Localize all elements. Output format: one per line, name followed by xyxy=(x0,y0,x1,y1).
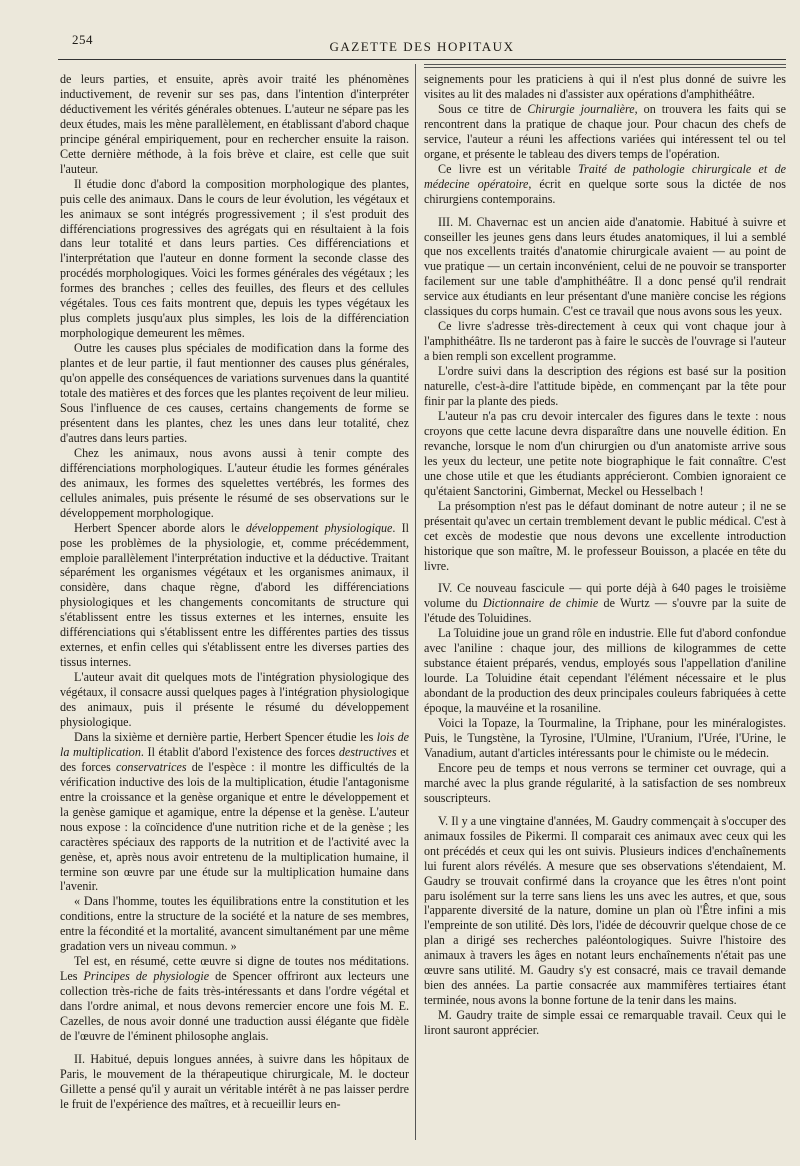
paragraph: L'ordre suivi dans la description des régions est basé sur la position naturelle, c'est-à-dire l'attitude bipède, en commençant par la tête pour finir par la plante des pieds. xyxy=(424,364,786,409)
title-italic: Chirurgie journalière, xyxy=(527,101,638,116)
section-paragraph-ii: II. Habitué, depuis longues années, à suivre dans les hôpitaux de Paris, le mouvement de la thérapeutique chirurgicale, M. le docteur Gillette a pensé qu'il y aurait un véritable intérêt à ne pas laisser perdre le fruit de l'expérience des maîtres, et à recueillir leurs en- xyxy=(60,1051,409,1111)
term-italic: conservatrices xyxy=(116,759,187,774)
section-paragraph-iv: IV. Ce nouveau fascicule — qui porte déjà à 640 pages le troisième volume du Dictionnaire de chimie de Wurtz — s'ouvre par la suite de l'étude des Toluidines. xyxy=(424,581,786,626)
paragraph: Encore peu de temps et nous verrons se terminer cet ouvrage, qui a marché avec la plus grande régularité, à la satisfaction de ses nombreux souscripteurs. xyxy=(424,760,786,805)
paragraph: Dans la sixième et dernière partie, Herbert Spencer étudie les lois de la multiplication. Il établit d'abord l'existence des forces destructives et des forces conservatrices de l'espèce : il montre les difficultés de la vérification inductive des lois de la multiplication, étudie l'antagonisme entre la croissance et la genèse organique et entre le développement et la genèse gamique et agamique, entre la dépense et la genèse. L'auteur nous expose : la coïncidence d'une nutrition riche et de la genèse ; les caractères spéciaux des rapports de la nutrition et de l'activité avec la genèse, et, après nous avoir entretenu de la multiplication humaine, il termine son œuvre par une étude sur la multiplication humaine dans l'avenir. xyxy=(60,729,409,894)
paragraph: de leurs parties, et ensuite, après avoir traité les phénomènes inductivement, de revenir sur ses pas, dans l'intention d'interpréter déductivement les vérités générales obtenues. L'auteur ne sépare pas les deux études, mais les mène parallèlement, en établissant d'abord chaque principe général empiriquement, pour en rechercher ensuite la raison. Cette dernière méthode, à la fois brève et claire, est celle que suit l'auteur. xyxy=(60,72,409,176)
quotation-paragraph: « Dans l'homme, toutes les équilibrations entre la constitution et les conditions, entre la structure de la société et la nature de ses membres, entre la fécondité et la mortalité, avancent simultanément par une même gradation vers un niveau commun. » xyxy=(60,894,409,954)
term-italic: destructives xyxy=(338,744,397,759)
term-italic: lois de la multiplication xyxy=(60,729,409,759)
page-number: 254 xyxy=(72,32,93,47)
paragraph: Chez les animaux, nous avons aussi à tenir compte des différenciations morphologiques. L'auteur étudie les formes générales des animaux, les formes des squelettes vertébrés, les formes des cellules animales, puis présente le résumé de ses observations sur le développement morphologique. xyxy=(60,445,409,520)
header-rule xyxy=(58,59,786,60)
right-column-top-rule-double xyxy=(424,67,786,68)
running-title: GAZETTE DES HOPITAUX xyxy=(329,39,515,54)
paragraph: Herbert Spencer aborde alors le développement physiologique. Il pose les problèmes de la physiologie, et, comme précédemment, emploie parallèlement l'interprétation inductive et la déductive. Traitant séparément les organismes végétaux et les organismes animaux, il considère, dans chaque règne, d'abord les différenciations physiologiques et les changements concomitants de structure qui s'établissent entre les tissus externes et les internes, ensuite les différenciations qui s'établissent entre les différentes parties des tissus externes, et enfin celles qui s'établissent entre les diverses parties des tissus internes. xyxy=(60,520,409,670)
title-italic: Dictionnaire de chimie xyxy=(482,596,599,611)
paragraph: seignements pour les praticiens à qui il n'est plus donné de suivre les visites au lit des malades ni d'assister aux opérations d'amphithéâtre. xyxy=(424,72,786,101)
section-paragraph-v: V. Il y a une vingtaine d'années, M. Gaudry commençait à s'occuper des animaux fossiles de Pikermi. Il comparait ces animaux avec ceux qui les ont précédés et ceux qui les ont suivis. Plusieurs indices d'enchaînements lui furent alors révélés. A mesure que ses observations s'étendaient, M. Gaudry se trouvait confirmé dans la croyance que les êtres n'ont point paru isolément sur la terre sans liens les uns avec les autres, et que, sous l'apparente diversité de la nature, domine un plan où l'Être infini a mis l'empreinte de son utilité. Dès lors, l'idée de découvrir quelque chose de ce plan a dirigé ses recherches paléontologiques. Suivre l'histoire des animaux à travers les âges en notant leurs enchaînements n'était pas une œuvre sans utilité. M. Gaudry s'y est consacré, mais ce travail demande bien des années. La partie consacrée aux mammifères tertiaires étant terminée, nous avons la bonne fortune de la tenir dans les mains. xyxy=(424,813,786,1008)
paragraph: M. Gaudry traite de simple essai ce remarquable travail. Ceux qui le liront sauront apprécier. xyxy=(424,1008,786,1038)
title-italic: Traité de pathologie chirurgicale et de médecine opératoire xyxy=(424,161,786,191)
column-divider xyxy=(415,64,416,1140)
right-column-top-rule xyxy=(424,64,786,65)
paragraph: Sous ce titre de Chirurgie journalière, on trouvera les faits qui se rencontrent dans la pratique de chaque jour. Pour chacun des chefs de service, l'auteur a réuni les affections variées qui intéressent tel ou tel organe, et présente le tableau des divers temps de l'opération. xyxy=(424,101,786,161)
paragraph: Voici la Topaze, la Tourmaline, la Triphane, pour les minéralogistes. Puis, le Tungstène, la Tyrosine, l'Ulmine, l'Uranium, l'Urée, l'Urine, le Vanadium, autant d'articles intéressants pour le chimiste ou le médecin. xyxy=(424,716,786,760)
paragraph: Outre les causes plus spéciales de modification dans la forme des plantes et de leur partie, il faut mentionner des causes plus générales, qu'on appelle des conséquences de variations survenues dans la quantité totale des matières et des forces que les plantes reçoivent de leur milieu. Sous l'influence de ces causes, certains changements de forme se présentent dans les plantes, chez les unes dans leur totalité, chez d'autres dans leurs parties. xyxy=(60,341,409,445)
paragraph: L'auteur avait dit quelques mots de l'intégration physiologique des végétaux, il consacre aussi quelques pages à l'intégration physiologique des animaux, puis il présente le résumé du développement physiologique. xyxy=(60,670,409,729)
paragraph: Ce livre est un véritable Traité de pathologie chirurgicale et de médecine opératoire, écrit en quelque sorte sous la dictée de nos chirurgiens contemporains. xyxy=(424,161,786,206)
left-column xyxy=(60,72,409,1152)
paragraph: L'auteur n'a pas cru devoir intercaler des figures dans le texte : nous croyons que cette lacune devra disparaître dans une nouvelle édition. En revanche, lorsque le nom d'un chirurgien ou d'un anatomiste arrive sous les yeux du lecteur, une petite note biographique le fait connaître. C'est une chose utile et que les étudiants apprécieront. Combien ignoraient ce qu'étaient Sanctorini, Gimbernat, Meckel ou Hesselbach ! xyxy=(424,408,786,498)
paragraph: Ce livre s'adresse très-directement à ceux qui vont chaque jour à l'amphithéâtre. Ils ne tarderont pas à faire le succès de l'ouvrage si l'auteur a bien rempli son excellent programme. xyxy=(424,319,786,364)
title-italic: développement physiologique xyxy=(245,520,393,535)
right-column xyxy=(424,72,786,1152)
title-italic: Principes de physiologie xyxy=(83,969,210,984)
paragraph: Il étudie donc d'abord la composition morphologique des plantes, puis celle des animaux. Dans le cours de leur évolution, les végétaux et les animaux se sont intégrés progressivement ; il s'est produit des différenciations progressives des agrégats qui en résultaient à la fois dans leur totalité et dans leurs parties. Ces différenciations et l'interprétation que l'auteur en donne forment la seconde classe des procédés morphologiques. Voici les formes générales des végétaux ; les formes des branches ; celles des feuilles, des fleurs et des cellules végétales. Tous ces faits montrent que, depuis les types végétaux les plus complets jusqu'aux plus simples, les lois de la différenciation morphologique demeurent les mêmes. xyxy=(60,176,409,341)
paragraph: La présomption n'est pas le défaut dominant de notre auteur ; il ne se présentait qu'avec un certain tremblement devant le public médical. C'est à cet excès de modestie que nous devons une excellente introduction historique que son maître, M. le professeur Bouisson, a placée en tête du livre. xyxy=(424,498,786,573)
paragraph: Tel est, en résumé, cette œuvre si digne de toutes nos méditations. Les Principes de physiologie de Spencer offriront aux lecteurs une collection très-riche de faits très-intéressants et dans l'ordre végétal et dans l'ordre animal, et nous devons remercier encore une fois M. E. Cazelles, de nous avoir donné une traduction aussi élégante que fidèle de l'œuvre de l'éminent philosophe anglais. xyxy=(60,954,409,1043)
page-header xyxy=(58,28,786,60)
section-paragraph-iii: III. M. Chavernac est un ancien aide d'anatomie. Habitué à suivre et conseiller les jeunes gens dans leurs études anatomiques, il lui a semblé que nos excellents traités d'anatomie chirurgicale avaient — au point de vue pratique — un certain inconvénient, celui de ne pouvoir se transporter facilement sur une table d'amphithéâtre. Il a donc pensé qu'il rendrait service aux étudiants en leur présentant d'une manière concise les régions classiques du corps humain. C'est ce travail que nous avons sous les yeux. xyxy=(424,214,786,319)
paragraph: La Toluidine joue un grand rôle en industrie. Elle fut d'abord confondue avec l'aniline : chaque jour, des millions de kilogrammes de cette substance étaient préparés, vendus, employés sous l'appellation d'aniline lourde. La Toluidine était cependant l'élément nécessaire et le plus abondant de la production des deux principales couleurs fabriquées à cette époque, la mauvéine et la rosaniline. xyxy=(424,626,786,716)
